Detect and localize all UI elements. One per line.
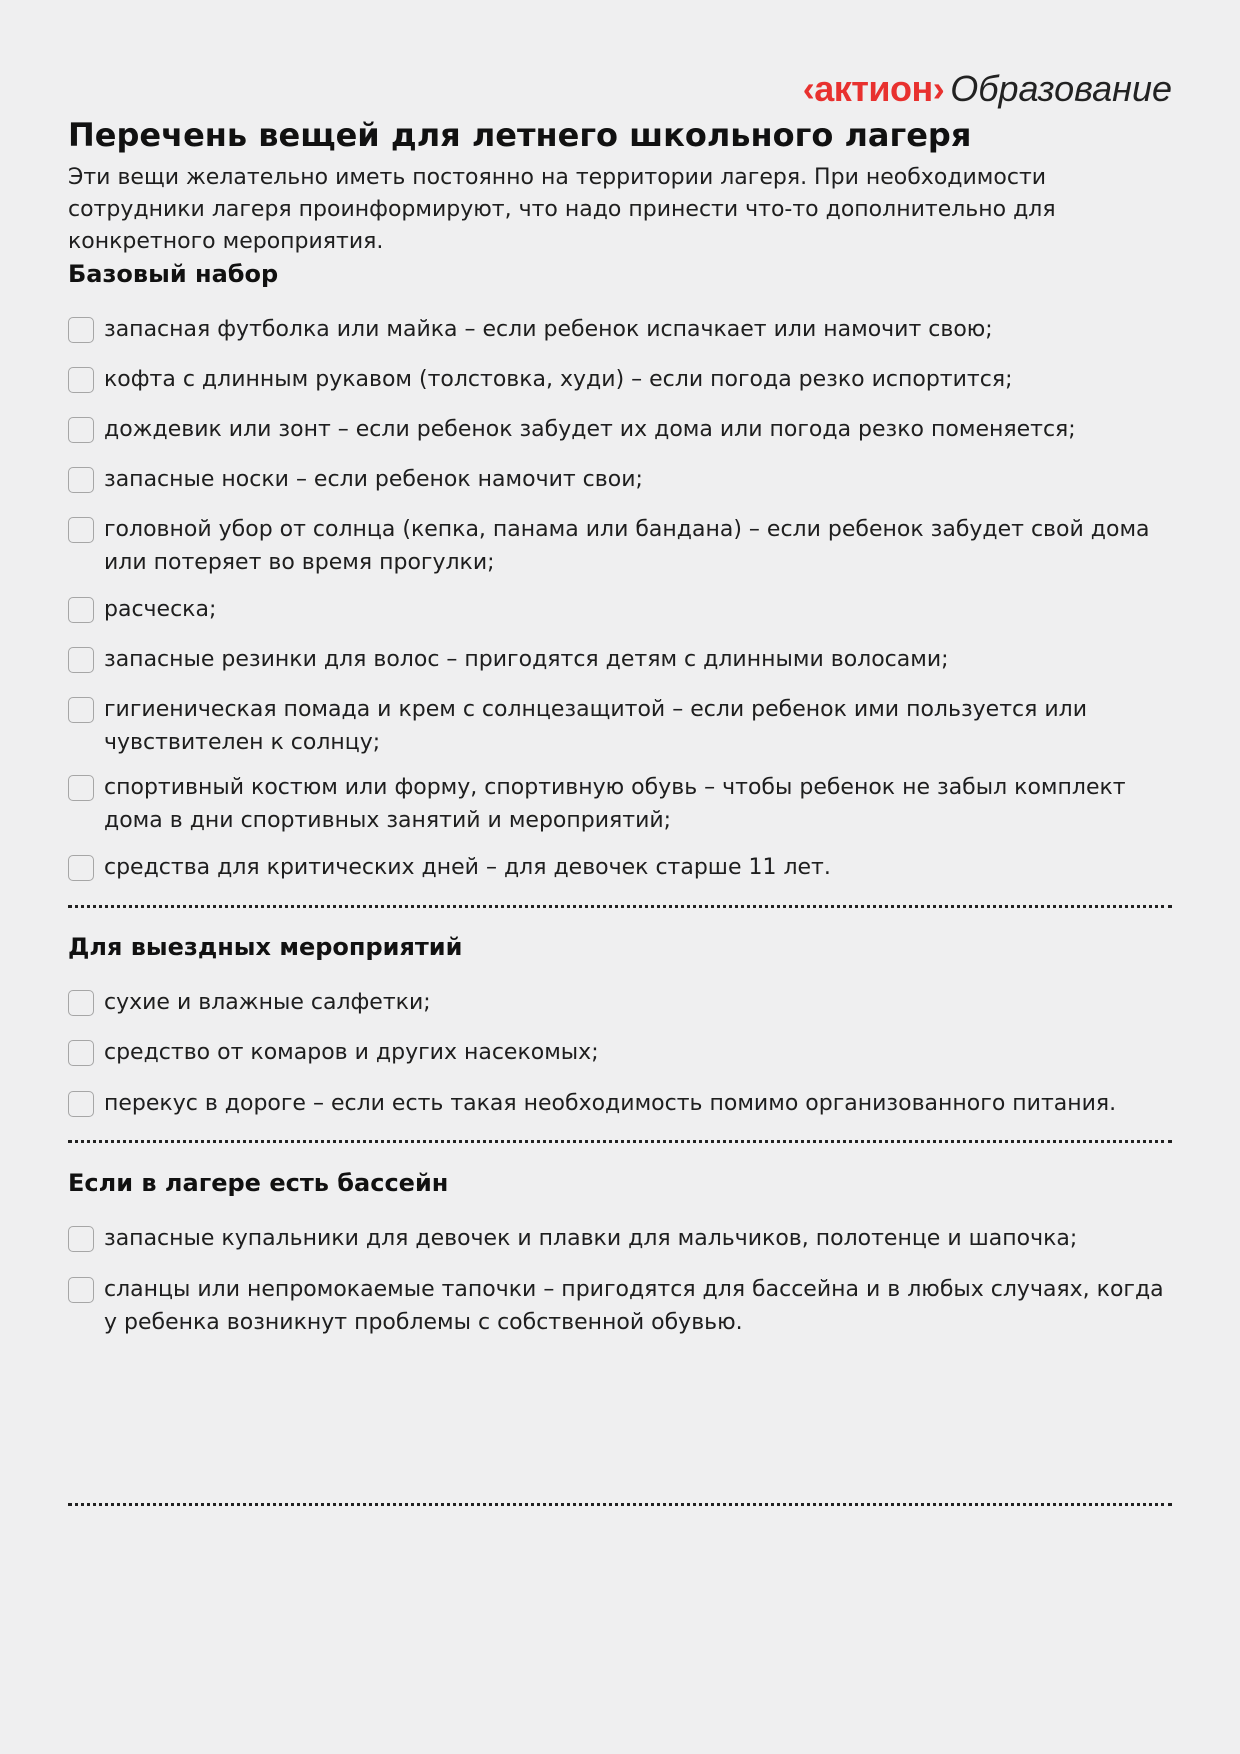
checklist-item[interactable]	[68, 989, 1172, 1019]
checkbox[interactable]	[68, 990, 94, 1016]
checklist-item[interactable]	[68, 696, 1172, 759]
checklist-item-text: запасные резинки для волос – пригодятся детям с длинными волосами;	[104, 647, 949, 672]
checklist-item-text: сухие и влажные салфетки;	[104, 990, 431, 1015]
checklist-item-text: запасные купальники для девочек и плавки для мальчиков, полотенце и шапочка;	[104, 1226, 1078, 1251]
checklist-item[interactable]	[68, 516, 1172, 579]
aktion-logo	[803, 68, 1172, 110]
checkbox[interactable]	[68, 317, 94, 343]
checklist-item-text: средство от комаров и других насекомых;	[104, 1040, 599, 1065]
intro-paragraph: Эти вещи желательно иметь постоянно на территории лагеря. При необходимости сотрудники лагеря проинформируют, что надо принести что-то дополнительно для конкретного мероприятия.	[68, 165, 1056, 254]
checklist-item[interactable]	[68, 1276, 1172, 1339]
dotted-divider	[68, 905, 1172, 908]
checkbox[interactable]	[68, 697, 94, 723]
checklist-item[interactable]	[68, 774, 1172, 837]
checklist-item[interactable]	[68, 596, 1172, 626]
checklist-item-text: сланцы или непромокаемые тапочки – пригодятся для бассейна и в любых случаях, когда у ребенка возникнут проблемы с собственной обувью.	[104, 1277, 1164, 1335]
checklist-item[interactable]	[68, 1090, 1172, 1120]
checklist-item-text: перекус в дороге – если есть такая необходимость помимо организованного питания.	[104, 1091, 1117, 1116]
checklist-item[interactable]	[68, 1225, 1172, 1255]
checkbox[interactable]	[68, 597, 94, 623]
checklist-item-text: дождевик или зонт – если ребенок забудет их дома или погода резко поменяется;	[104, 417, 1076, 442]
checklist-item-text: спортивный костюм или форму, спортивную обувь – чтобы ребенок не забыл комплект дома в дни спортивных занятий и мероприятий;	[104, 775, 1126, 833]
checkbox[interactable]	[68, 367, 94, 393]
checkbox[interactable]	[68, 1226, 94, 1252]
section-heading-trips: Для выездных мероприятий	[68, 933, 463, 961]
checklist-item-text: головной убор от солнца (кепка, панама или бандана) – если ребенок забудет свой дома или потеряет во время прогулки;	[104, 517, 1150, 575]
checklist-item[interactable]	[68, 366, 1172, 396]
checklist-item-text: расческа;	[104, 597, 217, 622]
dotted-divider-footer	[68, 1503, 1172, 1506]
checkbox[interactable]	[68, 1277, 94, 1303]
section-heading-basic: Базовый набор	[68, 260, 279, 288]
checkbox[interactable]	[68, 1040, 94, 1066]
checkbox[interactable]	[68, 855, 94, 881]
checklist-item[interactable]	[68, 316, 1172, 346]
checkbox[interactable]	[68, 467, 94, 493]
section-heading-pool: Если в лагере есть бассейн	[68, 1169, 449, 1197]
checklist-item[interactable]	[68, 1039, 1172, 1069]
checkbox[interactable]	[68, 1091, 94, 1117]
page-title: Перечень вещей для летнего школьного лагеря	[68, 116, 972, 154]
checklist-item[interactable]	[68, 466, 1172, 496]
checklist-item[interactable]	[68, 416, 1172, 446]
logo-text: Образование	[950, 68, 1172, 109]
checklist-item[interactable]	[68, 646, 1172, 676]
checkbox[interactable]	[68, 517, 94, 543]
checklist-item-text: гигиеническая помада и крем с солнцезащитой – если ребенок ими пользуется или чувствителен к солнцу;	[104, 697, 1088, 755]
checklist-item-text: запасные носки – если ребенок намочит свои;	[104, 467, 643, 492]
checklist-item-text: кофта с длинным рукавом (толстовка, худи) – если погода резко испортится;	[104, 367, 1013, 392]
checkbox[interactable]	[68, 417, 94, 443]
checkbox[interactable]	[68, 647, 94, 673]
checkbox[interactable]	[68, 775, 94, 801]
checklist-item-text: запасная футболка или майка – если ребенок испачкает или намочит свою;	[104, 317, 993, 342]
checklist-item[interactable]	[68, 854, 1172, 884]
dotted-divider	[68, 1140, 1172, 1143]
checklist-item-text: средства для критических дней – для девочек старше 11 лет.	[104, 855, 831, 880]
logo-brand: ‹актион›	[802, 68, 945, 109]
